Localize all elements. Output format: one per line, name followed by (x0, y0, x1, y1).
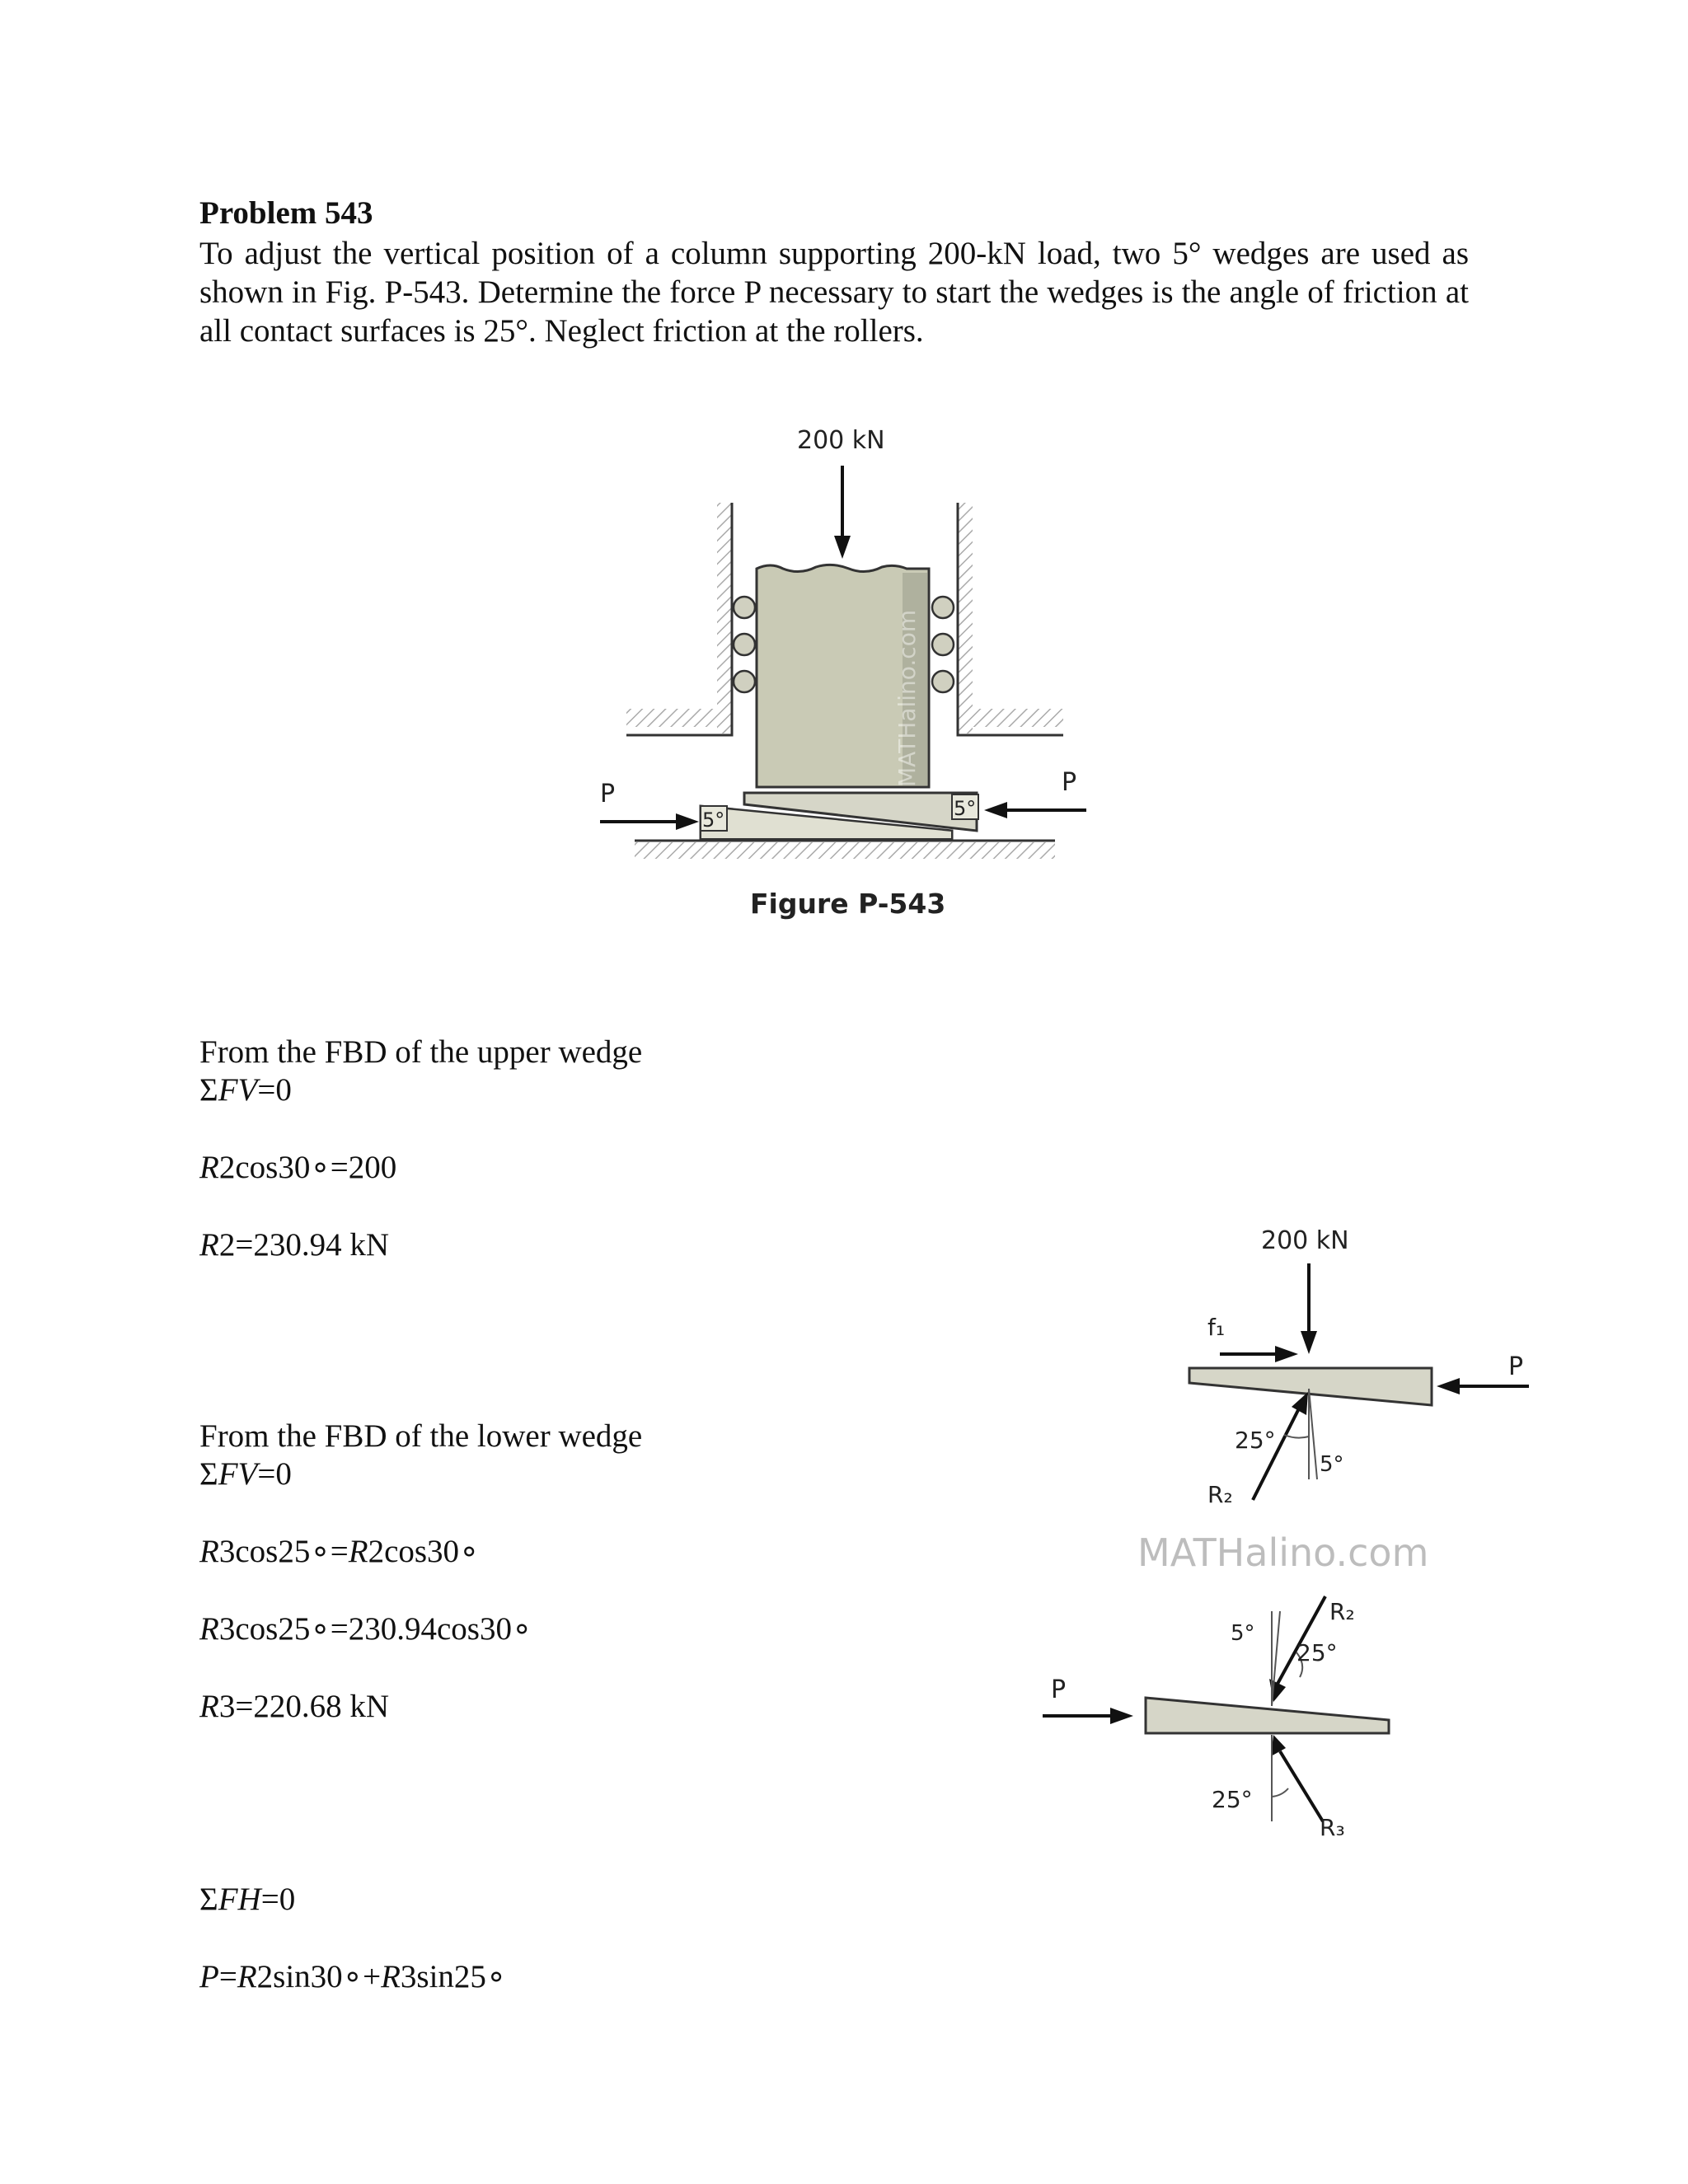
fbd-f1-label: f₁ (1207, 1314, 1226, 1341)
ground-hatch (635, 842, 1055, 859)
eq-var: R (348, 1534, 368, 1569)
fbd-upper-r2-label: R₂ (1207, 1481, 1233, 1508)
eq-rest: 2=230.94 kN (218, 1227, 389, 1263)
fbd-upper-arc (1284, 1435, 1309, 1438)
fbd-lower-p-label: P (1051, 1675, 1067, 1704)
sum-var: FV (218, 1072, 258, 1108)
eq-var: R (199, 1150, 219, 1185)
equation-4 (199, 1610, 532, 1647)
fbd-upper-angle-5: 5° (1320, 1452, 1344, 1477)
equation-1 (199, 1149, 396, 1186)
fbd-lower-angle-5: 5° (1231, 1621, 1255, 1646)
equation-2 (199, 1226, 389, 1263)
right-wall-hatch (958, 503, 973, 733)
figure-load-label: 200 kN (797, 426, 885, 455)
left-floor-hatch (626, 709, 717, 727)
eq-var: R (199, 1611, 219, 1647)
fbd-lower-r3-arrowhead (1271, 1735, 1286, 1756)
problem-title: Problem 543 (199, 195, 373, 231)
roller-right-2 (932, 634, 954, 655)
sum-var: FV (218, 1456, 258, 1492)
eq-rest: 2cos30∘=200 (218, 1150, 397, 1185)
eq-var: R (199, 1534, 219, 1569)
equation-3 (199, 1533, 479, 1570)
fbd-upper-p-arrowhead (1437, 1378, 1460, 1394)
sum-rest: =0 (257, 1072, 292, 1108)
lower-heading: From the FBD of the lower wedge (199, 1418, 643, 1454)
eq-mid: = (218, 1959, 237, 1994)
problem-statement: To adjust the vertical position of a column supporting 200-kN load, two 5° wedges are used as shown in Fig. P-543. Determine the force P necessary to start the wedges is the angle of friction at all contact surfaces is 25°. Neglect friction at the rollers. (199, 236, 1469, 349)
eq-rest: 3cos25∘=230.94cos30∘ (218, 1611, 532, 1647)
fbd-load-arrowhead (1301, 1331, 1317, 1354)
fbd-upper-p-label: P (1508, 1352, 1524, 1381)
roller-right-1 (932, 597, 954, 618)
roller-right-3 (932, 671, 954, 692)
sum-prefix: Σ (199, 1882, 218, 1917)
sum-prefix: Σ (199, 1456, 218, 1492)
fbd-lower-r2-label: R₂ (1329, 1598, 1355, 1625)
right-wall (958, 503, 1063, 735)
fbd-lower-arc-bottom (1272, 1788, 1288, 1797)
horizontal-sum (199, 1881, 295, 1918)
eq-var: R (199, 1227, 219, 1263)
fbd-lower-angle-25-bottom: 25° (1212, 1786, 1253, 1813)
sum-rest: =0 (257, 1456, 292, 1492)
fbd-upper-r2-arrowhead (1292, 1392, 1308, 1415)
eq-rest: 3=220.68 kN (218, 1689, 389, 1724)
fbd-lower-wedge (1146, 1698, 1389, 1733)
roller-left-1 (734, 597, 755, 618)
upper-heading: From the FBD of the upper wedge (199, 1034, 643, 1070)
left-p-arrowhead (676, 813, 699, 830)
right-p-arrowhead (984, 802, 1007, 818)
right-floor-hatch (973, 709, 1063, 727)
fbd-upper-angle-25: 25° (1235, 1427, 1276, 1454)
fbd-lower-angle-25-top: 25° (1296, 1639, 1338, 1666)
eq-var: R (199, 1689, 219, 1724)
sum-rest: =0 (260, 1882, 296, 1917)
eq-var: P (199, 1959, 219, 1994)
left-angle-label: 5° (702, 808, 725, 832)
upper-sum-fv (199, 1071, 292, 1108)
figure-caption: Figure P-543 (750, 888, 946, 920)
load-arrowhead (834, 536, 851, 559)
sum-var: FH (218, 1882, 261, 1917)
eq-var: R (381, 1959, 401, 1994)
fbd-lower-p-arrowhead (1110, 1708, 1133, 1724)
roller-left-3 (734, 671, 755, 692)
eq-var: R (237, 1959, 257, 1994)
eq-rest: 3sin25∘ (400, 1959, 507, 1994)
lower-sum-fv (199, 1455, 292, 1493)
equation-6 (199, 1958, 506, 1995)
eq-mid: 2sin30∘+ (256, 1959, 382, 1994)
figure-watermark: MATHalino.com (893, 609, 921, 787)
left-wall (626, 503, 732, 735)
left-wall-hatch (717, 503, 732, 733)
fbd-watermark: MATHalino.com (1137, 1530, 1429, 1575)
equation-5 (199, 1688, 389, 1725)
eq-rest: 2cos30∘ (368, 1534, 480, 1569)
fbd-lower-r3-arrow (1280, 1751, 1323, 1821)
fbd-lower-r3-label: R₃ (1320, 1814, 1345, 1841)
eq-mid: 3cos25∘= (218, 1534, 349, 1569)
roller-left-2 (734, 634, 755, 655)
sum-prefix: Σ (199, 1072, 218, 1108)
right-p-label: P (1062, 768, 1077, 797)
fbd-f1-arrowhead (1275, 1346, 1298, 1362)
right-angle-label: 5° (954, 797, 977, 820)
fbd-diagram (1034, 1216, 1554, 1850)
left-p-label: P (600, 780, 616, 808)
fbd-upper-normal (1309, 1389, 1317, 1479)
fbd-load-label: 200 kN (1261, 1226, 1349, 1255)
figure-p543 (577, 412, 1088, 940)
